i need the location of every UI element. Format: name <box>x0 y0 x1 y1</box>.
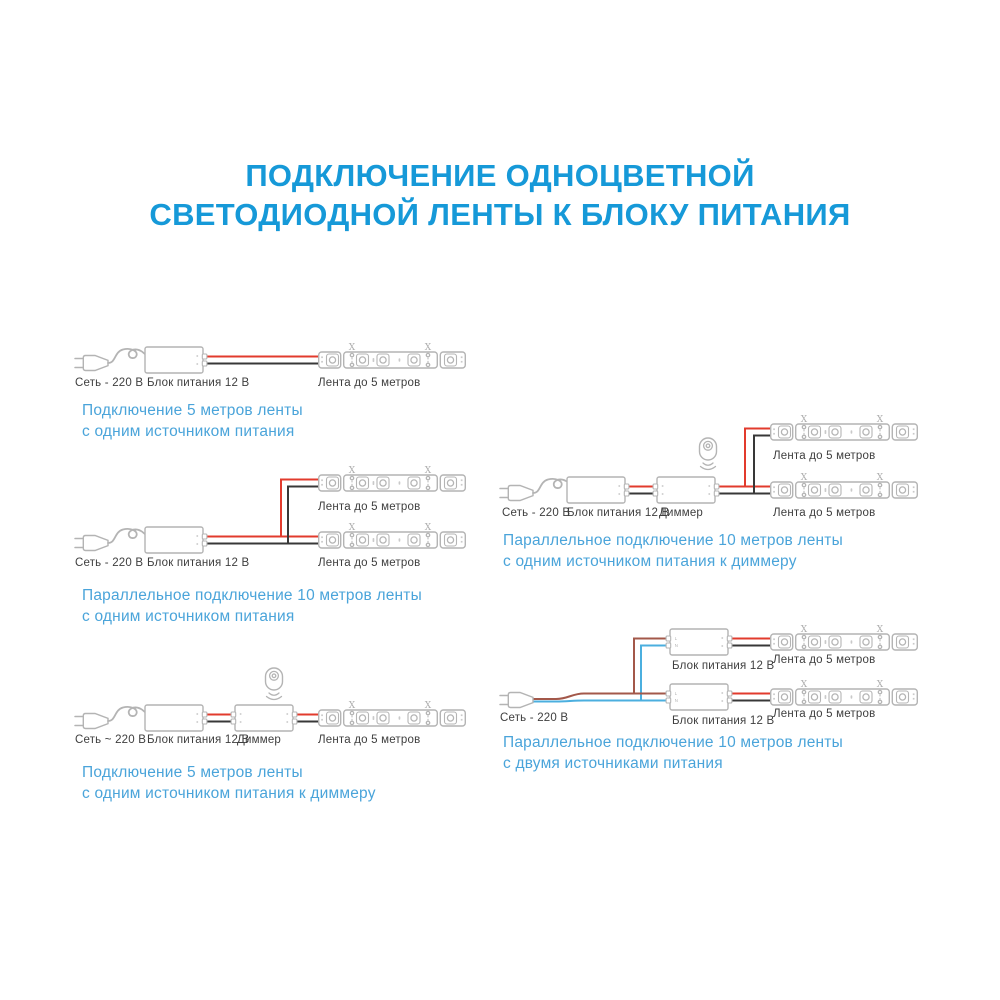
label-strip-top: Лента до 5 метров <box>773 654 876 666</box>
wire-red-branch <box>281 480 318 537</box>
page-title-line2: СВЕТОДИОДНОЙ ЛЕНТЫ К БЛОКУ ПИТАНИЯ <box>149 197 851 232</box>
wire-red-branch <box>745 429 770 487</box>
plug-icon <box>75 529 145 551</box>
caption-line1: Параллельное подключение 10 метров ленты <box>503 734 843 751</box>
dimmer-box <box>231 705 297 731</box>
caption-line2: с одним источником питания к диммеру <box>503 553 797 570</box>
label-strip: Лента до 5 метров <box>318 734 421 746</box>
diagram-5m-one-psu-dimmer <box>75 668 465 731</box>
psu-box <box>145 705 207 731</box>
caption <box>503 530 843 572</box>
caption-line2: с одним источником питания к диммеру <box>82 785 376 802</box>
plug-icon <box>500 693 533 708</box>
caption-line2: с двумя источниками питания <box>503 755 723 772</box>
label-net: Сеть - 220 В <box>500 712 569 724</box>
label-strip-top: Лента до 5 метров <box>318 501 421 513</box>
label-strip-bottom: Лента до 5 метров <box>773 507 876 519</box>
wire-phase-brown <box>533 694 670 700</box>
led-strip-bottom <box>319 523 466 548</box>
caption-line2: с одним источником питания <box>82 423 295 440</box>
diagram-canvas: N <box>0 0 1000 1000</box>
caption <box>503 732 843 774</box>
label-psu: Блок питания 12 В <box>147 377 250 389</box>
plug-icon <box>75 349 145 371</box>
psu-box-bottom <box>666 684 732 710</box>
caption-line1: Параллельное подключение 10 метров ленты <box>82 587 422 604</box>
label-psu-top: Блок питания 12 В <box>672 660 775 672</box>
caption-line1: Параллельное подключение 10 метров ленты <box>503 532 843 549</box>
led-strip-top <box>771 415 918 440</box>
caption <box>82 585 422 627</box>
label-strip-bottom: Лента до 5 метров <box>773 708 876 720</box>
page-title-line1: ПОДКЛЮЧЕНИЕ ОДНОЦВЕТНОЙ <box>245 158 755 193</box>
psu-box <box>567 477 629 503</box>
label-net: Сеть - 220 В <box>75 557 144 569</box>
label-psu-bottom: Блок питания 12 В <box>672 715 775 727</box>
label-strip-bottom: Лента до 5 метров <box>318 557 421 569</box>
label-psu: Блок питания 12 В <box>147 557 250 569</box>
label-psu: Блок питания 12 В <box>567 507 670 519</box>
caption <box>82 400 303 442</box>
led-strip-bottom <box>771 473 918 498</box>
caption <box>82 762 376 804</box>
psu-box <box>145 527 207 553</box>
label-net: Сеть ~ 220 В <box>75 734 147 746</box>
plug-icon <box>500 479 570 501</box>
wire-black-branch <box>754 436 770 494</box>
label-strip: Лента до 5 метров <box>318 377 421 389</box>
led-strip-top <box>771 625 918 650</box>
label-strip-top: Лента до 5 метров <box>773 450 876 462</box>
caption-line1: Подключение 5 метров ленты <box>82 402 303 419</box>
diagram-5m-one-psu <box>75 343 465 373</box>
caption-line1: Подключение 5 метров ленты <box>82 764 303 781</box>
led-strip <box>319 343 466 368</box>
label-net: Сеть - 220 В <box>502 507 571 519</box>
psu-box <box>145 347 207 373</box>
label-psu: Блок питания 12 В <box>147 734 250 746</box>
wire-black-branch <box>288 487 318 544</box>
psu-box-top <box>666 629 732 655</box>
led-strip-top <box>319 466 466 491</box>
dimmer-box <box>653 477 719 503</box>
label-net: Сеть - 220 В <box>75 377 144 389</box>
label-dimmer: Диммер <box>659 507 704 519</box>
wire-neutral-blue <box>533 701 670 702</box>
led-strip-bottom <box>771 680 918 705</box>
caption-line2: с одним источником питания <box>82 608 295 625</box>
led-strip <box>319 701 466 726</box>
label-dimmer: Диммер <box>237 734 282 746</box>
wire-phase-brown-branch <box>634 639 670 694</box>
plug-icon <box>75 707 145 729</box>
remote-icon <box>266 668 283 700</box>
remote-icon <box>700 438 717 470</box>
